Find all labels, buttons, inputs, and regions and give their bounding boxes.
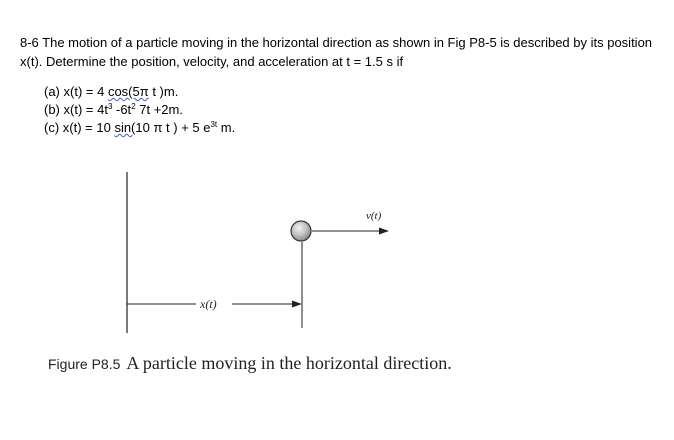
velocity-label: v(t) xyxy=(366,210,382,222)
dimension-arrowhead xyxy=(292,301,302,308)
sub-question-b: (b) $x(t) = 4t^3$ $-6t^2$ 7t +2m. xyxy=(44,102,183,117)
figure-number: Figure P8.5 xyxy=(48,356,121,372)
position-label: x(t) xyxy=(200,297,217,311)
sub-question-a: (a) x(t) = 4 cos(5π t )m. xyxy=(44,84,179,99)
sub-question-c: (c) x(t) = 10 sin(10 π t ) + 5 $e^{3t}$ m. xyxy=(44,120,236,135)
spellcheck-word: sin( xyxy=(114,120,136,135)
problem-statement: 8-6 The motion of a particle moving in the horizontal direction as shown in Fig P8-5 is described by its position x(t). Determine the position, velocity, and acceleration at t = 1.5 s if xyxy=(20,35,653,69)
figure-caption xyxy=(48,352,508,375)
spellcheck-word: cos(5π xyxy=(107,84,149,99)
particle-ball xyxy=(291,221,311,241)
caption-text: A particle moving in the horizontal direction. xyxy=(126,353,452,373)
velocity-arrowhead xyxy=(379,228,389,235)
